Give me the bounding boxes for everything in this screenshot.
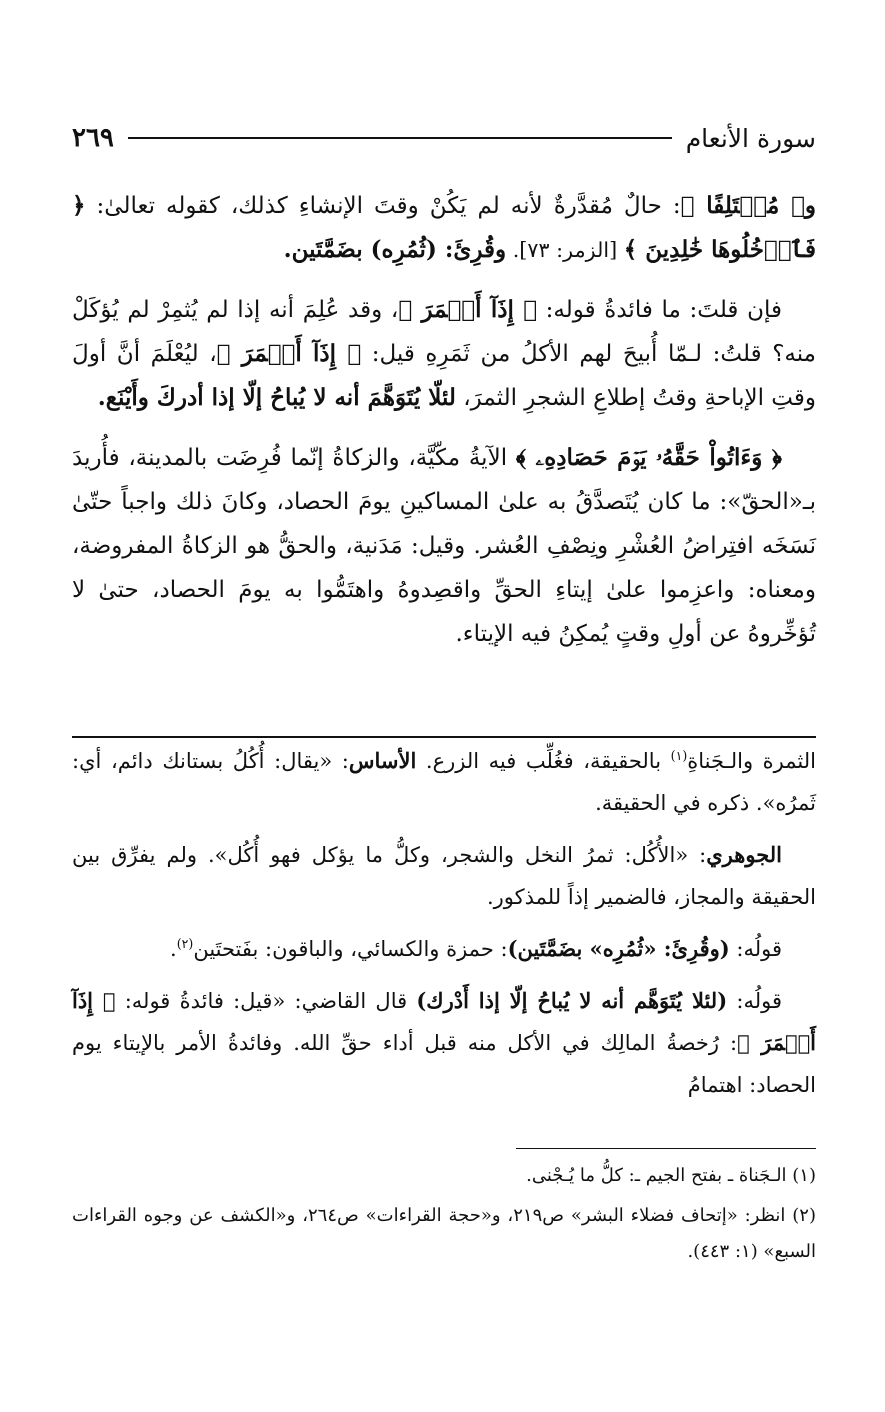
main-paragraph-3 — [72, 436, 816, 656]
commentary-divider — [72, 736, 816, 738]
quran-word: و﴿ مُخۡتَلِفًا ﴾ — [680, 192, 816, 219]
commentary-paragraph-1 — [72, 740, 816, 824]
quran-quote: ﴿ إِذَآ أَثۡمَرَ ﴾ — [72, 988, 817, 1055]
quran-quote: ﴿ إِذَآ أَثۡمَرَ ﴾ — [398, 296, 538, 323]
text-span: قال القاضي: «قيل: فائدةُ قوله: — [115, 989, 417, 1013]
footnote-divider — [516, 1148, 816, 1149]
footnote-marker[interactable]: (١) — [670, 748, 688, 763]
main-paragraph-2 — [72, 288, 816, 420]
text-span: قولُه: — [727, 989, 783, 1013]
commentary-section — [72, 740, 816, 1116]
text-span: : حمزة والكسائي، والباقون: بفَتحتَين — [193, 937, 508, 961]
source-name: الأساس — [348, 748, 417, 773]
text-span: ، ليُعْلَمَ أنَّ أولَ وقتِ الإباحةِ وقتُ إطلاعِ الشجرِ الثمرَ، — [72, 341, 816, 411]
text-span: : «الأُكُل: ثمرُ النخل والشجر، وكلُّ ما يؤكل فهو أُكُل». ولم يفرِّق بين الحقيقة والمجاز، فالضمير إذاً للمذكور. — [72, 843, 816, 909]
text-span: . — [170, 937, 177, 961]
main-paragraph-1 — [72, 184, 816, 272]
text-span: ، وقد عُلِمَ أنه إذا لم يُثمِرْ لم يُؤكَلْ منه؟ قلتُ: لـمّا أُبيحَ لهم الأكلُ من ثَمَرِهِ قيل: — [72, 297, 816, 367]
commentary-paragraph-4 — [72, 980, 816, 1106]
text-span: : رُخصةُ المالِك في الأكل منه قبل أداء حقِّ الله. وفائدةُ الأمر بالإيتاء يوم الحصاد: اهتمامُ — [72, 1031, 816, 1097]
text-span: الآيةُ مكّيَّة، والزكاةُ إنّما فُرِضَت بالمدينة، فأُريدَ بـ«الحقّ»: ما كان يُتَصدَّقُ به علىٰ المساكينِ يومَ الحصاد، وكانَ ذلك واجباً حتّىٰ نَسَخَه افتِراضُ العُشْرِ ونِصْفِ العُشر. وقيل: مَدَنية، والحقُّ هو الزكاةُ المفروضة، ومعناه: واعزِموا علىٰ إيتاءِ الحقِّ واقصِدوهُ واهتَمُّوا به يومَ الحصاد، حتىٰ لا تُؤخِّروهُ عن أولِ وقتٍ يُمكِنُ فيه الإيتاء. — [72, 445, 816, 647]
emphasized-text: لئلّا يُتَوَهَّمَ أنه لا يُباحُ إلّا إذا أدركَ وأَيْنَع. — [97, 384, 456, 411]
quran-quote: ﴿ فَٱدۡخُلُوهَا خَٰلِدِينَ ﴾ — [72, 192, 816, 263]
text-span: فإن قلتَ: ما فائدةُ قوله: — [537, 297, 782, 323]
verse-reference: [الزمر: ٧٣]. — [506, 238, 624, 262]
header-rule — [128, 137, 672, 139]
text-span: : حالٌ مُقدَّرةٌ لأنه لم يَكُنْ وقتَ الإنشاءِ كذلك، كقوله تعالىٰ: — [85, 193, 681, 219]
reading-variant: وقُرِئَ: (ثُمُرِه) بضَمَّتَين. — [283, 236, 507, 263]
page-number: ٢٦٩ — [72, 123, 114, 153]
quoted-lemma: (وقُرِئَ: «ثُمُرِه» بضَمَّتَين) — [507, 936, 730, 961]
footnote-marker[interactable]: (٢) — [176, 936, 194, 951]
main-text — [72, 184, 816, 672]
running-header — [72, 118, 816, 158]
quran-quote: ﴿ إِذَآ أَثۡمَرَ ﴾ — [216, 340, 362, 367]
text-span: الثمرة والـجَناةِ — [687, 749, 816, 773]
text-span: : «يقال: أُكُلُ بستانك دائم، أي: ثَمرُه». ذكره في الحقيقة. — [72, 749, 816, 815]
footnote-1: (١) الـجَناة ـ بفتح الجيم ـ: كلُّ ما يُـجْنى. — [526, 1165, 816, 1186]
surah-title: سورة الأنعام — [685, 123, 816, 153]
quran-quote: ﴿ وَءَاتُواْ حَقَّهُۥ يَوۡمَ حَصَادِهِۦ ﴾ — [515, 444, 782, 471]
footnotes — [72, 1158, 816, 1274]
footnote-2: (٢) انظر: «إتحاف فضلاء البشر» ص٢١٩، و«حجة القراءات» ص٢٦٤، و«الكشف عن وجوه القراءات السبع» (١: ٤٤٣). — [72, 1205, 816, 1262]
text-span: بالحقيقة، فغُلِّب فيه الزرع. — [416, 749, 671, 773]
commentary-paragraph-3 — [72, 928, 816, 970]
commentary-paragraph-2 — [72, 834, 816, 918]
source-name: الجوهري — [706, 842, 782, 867]
quoted-lemma: (لئلا يُتَوَهَّم أنه لا يُباحُ إلّا إذا أَدْرك) — [416, 988, 728, 1013]
text-span: قولُه: — [729, 937, 782, 961]
